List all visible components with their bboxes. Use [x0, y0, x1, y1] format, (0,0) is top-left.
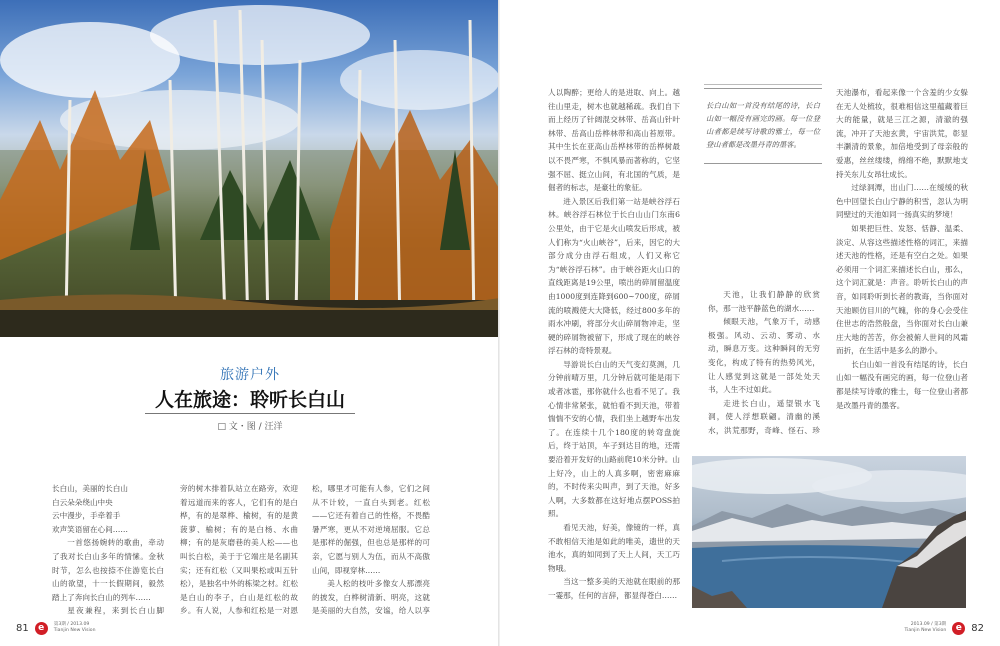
paragraph: 长白山如一首没有结尾的诗，长白山如一幅没有画完的画，每一位登山者都是续写诗歌的雅士，每一位登山者都是改墨丹青的墨客。	[836, 359, 968, 410]
paragraph: 导游说长白山的天气变幻莫测，几分钟前晴万里，几分钟后就可能是雨下或者冰雹，那你就什么也看不见了。我心情非常紧张，就怕看不到天池，带着惴惴不安的心情，我们坐上越野车出发了。在连续十几个180度的转弯盘旋后，终于站顶，车子到达目的地，还需要沿着开发好的山路前爬10米分钟。山上好冷，山上的人真多啊，密密麻麻的，不时传来尖叫声，到了天池，好多人啊，大多数都在这好地点摆POSS拍照。	[548, 359, 680, 519]
section-label: 旅游户外	[220, 367, 280, 383]
page-number: 81	[16, 622, 29, 634]
paragraph: 如果把巨性、发怒、恬静、温柔、淡定、从容这些描述性格的词汇，来描述天池的性格，还是有空白之处。如果必须用一个词汇来描述长白山，那么，这个词汇就是：声音。聆听长白山的声音，如同聆听到长者的教诲，当你面对天池顾仿目川的气魄，你的身心会受住住世志的浩然般盘，当你面对长白山兼庄大地的苦苦，你会被俯人世间的风霜而折，在生活中是多么的渺小。	[836, 223, 968, 356]
paragraph: 倾眼天池，气象万千，动感极强。风动、云动、雾动、水动，瞬息万变。这种瞬间的无穷变化，构成了特有的热势风光，让人感觉到这就是一部处处天书，人生不过如此。	[708, 317, 820, 395]
paragraph: 美人松的枝叶多像女人那漂亮的披发，白桦树清新、明亮，这就是美丽的大自然，安谧，给人以享	[312, 579, 430, 616]
paragraph: 天池，让我们静静的欣赏你，那一池平静蓝色的湖水……	[708, 290, 820, 313]
right-column-1	[548, 86, 680, 612]
poem-line: 云中漫步，手牵着手	[52, 511, 121, 521]
paragraph: 松，哪里才可能有人参，它们之间从不计较，一直白头到老。红松——它还有着自己的性格，不畏酷暑严寒，更从不对逆境屈服。它总是那样的倔强，但也总是那样的可亲，它愿与别人为伍，而从不高傲山间，即视穿林……	[312, 484, 430, 575]
forest-autumn-photo	[0, 0, 500, 337]
paragraph: 当这一整多美的天池就在眼前的那一霎那，任何的言辞，都显得苍白……	[548, 577, 680, 600]
paragraph: 过绿洞潭，出山门……在缓缓的秋色中回望长白山宁静的积雪，忽认为明同壁过的天池如同一扬真实的梦境！	[836, 183, 968, 220]
issue-info: 2013.09 / 第3期 Tianjin New Vision	[904, 622, 947, 633]
poem-line: 长白山，美丽的长白山	[52, 484, 128, 493]
title-divider	[145, 413, 355, 414]
poem-line: 白云朵朵绕山中央	[52, 497, 113, 507]
left-footer	[16, 621, 96, 635]
magazine-logo-icon: e	[35, 622, 48, 635]
paragraph: 一首悠扬婉转的歌曲，牵动了我对长白山多年的情愫。金秋时节，怎么也按捺不住游览长白山的欲望，十一长假期间，毅然踏上了奔向长白山的列车……	[52, 538, 164, 602]
paragraph: 人以陶醉；更给人的是进取、向上。越往山里走，树木也就越稀疏。我们自下而上经历了针阔混交林带、岳高山针叶林带、岳高山岳桦林带和高山苔原带。其中生长在亚高山岳桦林带的岳桦树最以不畏严寒，不惧风暴而著称的，它坚强不屈、挺立山间，有北国的气质，是倔者的标志，是豪壮的象征。	[548, 88, 680, 193]
paragraph: 走进长白山，遥望银水飞洞，使人浮想联翩。清幽的溪水，洪荒那野，奇峰、怪石、珍	[708, 398, 820, 435]
pull-quote: 长白山如一首没有结尾的诗，长白山如一幅没有画完的画。每一位登山者都是续写诗歌的雅士，每一位登山者都是改墨丹青的墨客。	[704, 88, 822, 164]
paragraph: 天池瀑布，看起来像一个含羞的少女躲在无人处梳妆，很难相信这里蕴藏着巨大的能量，就是三江之源，清澈的强流，冲开了天池玄黄，宇宙洪荒，彰显丰灏清的景象，加倍地受到了母亲般的爱惠，丝丝缕缕，绵绵不绝，默默地支持关东儿女昂壮成长。	[836, 88, 968, 179]
poem-line: 欢声笑语留在心间……	[52, 524, 128, 534]
paragraph: 星夜兼程，来到长白山脚	[67, 606, 164, 616]
paragraph: 进入景区后我们第一站是峡谷浮石林。峡谷浮石林位于长白山山门东南6公里处，由于它是火山喷发后形成，被人们称为“火山峡谷”，后来，因它的大部分成分由浮石组成，人们又称它为“峡谷浮石林”。由于峡谷距火山口的直线距离是19公里，喷出的碎屑留温度由1000度到连降到600~700度，碎屑流的喷溅使大大降低，经过800多年的雨水冲刷，将部分火山碎屑物冲走，坚硬的碎屑物被留下，形成了现在的峡谷浮石林的奇特景观。	[548, 196, 680, 356]
issue-info: 第3期 / 2013.09 Tianjin New Vision	[53, 622, 96, 633]
right-footer	[904, 621, 984, 635]
article-title: 人在旅途：聆听长白山	[154, 389, 345, 411]
byline: □ 文・图 / 汪洋	[217, 422, 283, 432]
left-column-2	[180, 482, 298, 620]
tianchi-lake-photo	[692, 456, 966, 608]
paragraph: 看见天池，好美，像镜的一样，真不敢相信天池是如此的唯美，遗世的天池水，真的如同到了天上人间，天工巧物哦。	[548, 523, 680, 573]
left-column-1	[52, 482, 164, 620]
right-column-2	[708, 288, 820, 438]
magazine-logo-icon: e	[952, 622, 965, 635]
paragraph: 旁的树木排着队站立在路旁，欢迎着远道而来的客人，它们有的是白桦，有的是翠桦、榆树，有的是黄菠萝、榆树；有的是白杨、水曲柳；有的是灰磨巷的美人松——也叫长白松，美于于它端庄是名副其实；还有红松（又叫果松或叫五针松），是独名中外的栋梁之材。红松是白山的李子，白山是红松的故乡。有人说，人参和红松是一对恩	[180, 484, 298, 616]
right-column-3	[836, 86, 968, 436]
page-number: 82	[971, 622, 984, 634]
left-column-3	[312, 482, 430, 620]
